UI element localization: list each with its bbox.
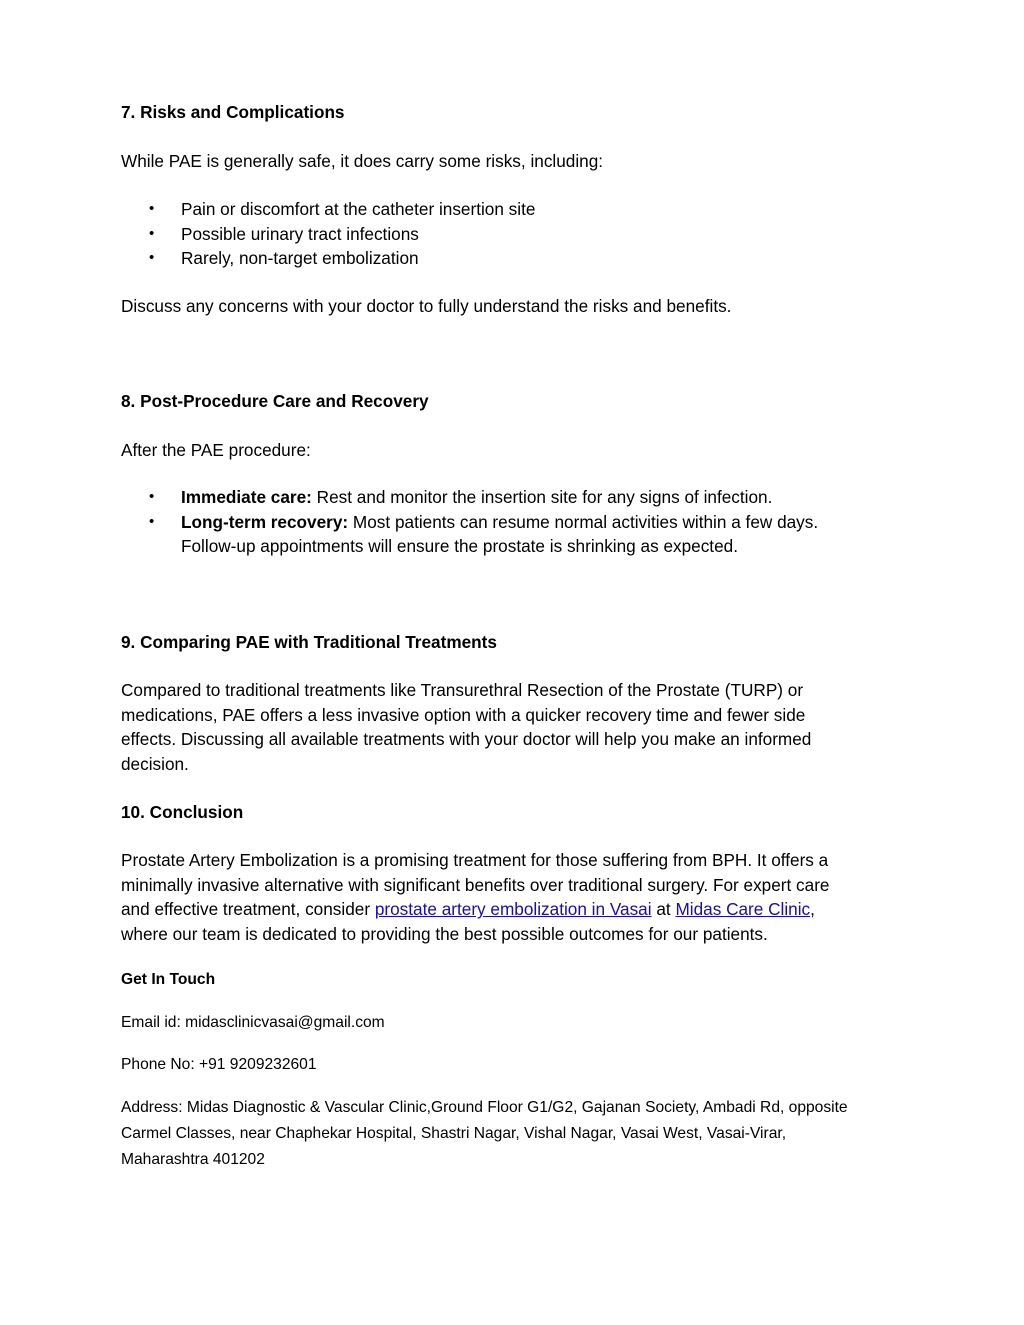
paragraph-line: decision. — [121, 754, 189, 775]
contact-heading: Get In Touch — [121, 971, 216, 988]
section-8-heading: 8. Post-Procedure Care and Recovery — [121, 391, 429, 411]
recovery-list — [121, 485, 818, 559]
contact-address — [121, 1095, 848, 1173]
bullet-label: Long-term recovery: — [181, 511, 349, 532]
address-line: Address: Midas Diagnostic & Vascular Clinic,Ground Floor G1/G2, Gajanan Society, Ambadi Rd, opposite — [121, 1099, 848, 1116]
paragraph-line: where our team is dedicated to providing the best possible outcomes for our patients. — [121, 924, 768, 945]
list-item — [121, 510, 818, 559]
section-7-heading: 7. Risks and Complications — [121, 102, 345, 122]
paragraph-line: and effective treatment, consider — [121, 899, 375, 920]
list-item — [121, 485, 818, 510]
section-7-closing: Discuss any concerns with your doctor to fully understand the risks and benefits. — [121, 296, 732, 316]
bullet-label: Immediate care: — [181, 487, 312, 507]
section-7-intro: While PAE is generally safe, it does carry some risks, including: — [121, 151, 604, 171]
bullet-text: Most patients can resume normal activities within a few days. — [348, 511, 819, 532]
section-9-heading: 9. Comparing PAE with Traditional Treatments — [121, 632, 497, 652]
list-item: • Pain or discomfort at the catheter insertion site — [121, 197, 535, 222]
section-9-paragraph — [121, 678, 811, 777]
address-line: Carmel Classes, near Chaphekar Hospital, Shastri Nagar, Vishal Nagar, Vasai West, Vasai-Virar, — [121, 1125, 787, 1142]
paragraph-text: at — [651, 899, 676, 920]
bullet-text: Rest and monitor the insertion site for any signs of infection. — [311, 487, 773, 507]
risks-list — [121, 197, 535, 271]
list-item: • Possible urinary tract infections — [121, 222, 535, 247]
paragraph-line: medications, PAE offers a less invasive option with a quicker recovery time and fewer side — [121, 704, 806, 725]
contact-email: Email id: midasclinicvasai@gmail.com — [121, 1014, 385, 1031]
paragraph-line: effects. Discussing all available treatments with your doctor will help you make an informed — [121, 729, 812, 750]
contact-phone: Phone No: +91 9209232601 — [121, 1056, 317, 1073]
paragraph-text: , — [810, 899, 815, 920]
section-10-paragraph — [121, 848, 830, 947]
bullet-text-continued: Follow-up appointments will ensure the prostate is shrinking as expected. — [181, 536, 738, 557]
paragraph-line: Prostate Artery Embolization is a promising treatment for those suffering from BPH. It offers a — [121, 850, 829, 870]
section-8-intro: After the PAE procedure: — [121, 440, 311, 460]
midas-care-clinic-link[interactable]: Midas Care Clinic — [675, 899, 811, 920]
section-10-heading: 10. Conclusion — [121, 802, 244, 822]
pae-vasai-link[interactable]: prostate artery embolization in Vasai — [374, 899, 652, 920]
address-line: Maharashtra 401202 — [121, 1151, 265, 1168]
list-item: • Rarely, non-target embolization — [121, 246, 535, 271]
paragraph-line: minimally invasive alternative with significant benefits over traditional surgery. For expert care — [121, 874, 830, 895]
paragraph-line: Compared to traditional treatments like Transurethral Resection of the Prostate (TURP) or — [121, 680, 804, 700]
